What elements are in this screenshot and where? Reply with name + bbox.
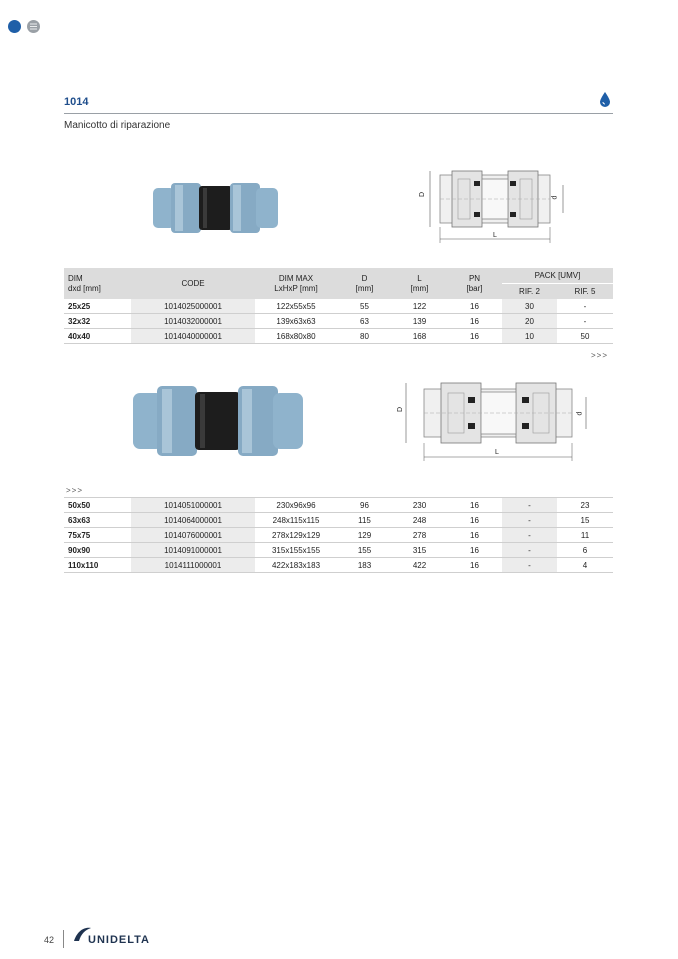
drawing-large-label-d: d [576,411,584,416]
table-cell: 15 [557,513,613,528]
table-cell: 230 [392,498,447,513]
product-table-2 [64,497,613,573]
table-cell: 278x129x129 [255,528,337,543]
table-cell: 115 [337,513,392,528]
table-cell: 110x110 [64,558,131,573]
table-cell: 25x25 [64,299,131,314]
header-d-label: D [361,273,368,283]
header-l [392,268,447,299]
table-cell: 23 [557,498,613,513]
table-cell: - [557,314,613,329]
table-cell: 278 [392,528,447,543]
nav-dot-secondary [27,20,40,33]
header-d [337,268,392,299]
drawing-large-label-D: D [397,406,405,413]
product-photo-large [133,383,303,464]
table-cell: - [502,543,557,558]
table-cell: 16 [447,314,502,329]
drawing-label-D: D [419,191,427,198]
table-cell: 11 [557,528,613,543]
table-cell: 16 [447,329,502,344]
table-cell: 10 [502,329,557,344]
table-cell: 16 [447,558,502,573]
table-row [64,528,613,543]
table-cell: - [502,528,557,543]
table-cell: 96 [337,498,392,513]
table-cell: 122x55x55 [255,299,337,314]
header-l-label: L [417,273,422,283]
table-cell: 315x155x155 [255,543,337,558]
table-cell: 63x63 [64,513,131,528]
table-cell: 6 [557,543,613,558]
table-cell: 55 [337,299,392,314]
table-cell: 139 [392,314,447,329]
table-cell: 16 [447,299,502,314]
header-dimmax [255,268,337,299]
table-cell: 139x63x63 [255,314,337,329]
table-cell: 183 [337,558,392,573]
header-rif5: RIF. 5 [557,284,613,300]
header-dimmax-unit: LxHxP [mm] [274,283,318,293]
table-cell: 1014051000001 [131,498,255,513]
table-row [64,299,613,314]
header-pn [447,268,502,299]
table-cell: 1014040000001 [131,329,255,344]
header-d-unit: [mm] [355,283,374,293]
header-pack: PACK [UMV] [502,268,613,284]
table-cell: 230x96x96 [255,498,337,513]
table-cell: 16 [447,528,502,543]
drawing-large-label-L: L [495,449,499,456]
table-cell: 122 [392,299,447,314]
table-cell: 168 [392,329,447,344]
table-cell: 248x115x115 [255,513,337,528]
nav-dot-primary [8,20,21,33]
drawing-label-L: L [493,232,497,239]
table-cell: 422 [392,558,447,573]
header-pn-label: PN [468,273,481,283]
header-dim [64,268,131,299]
table-cell: 80 [337,329,392,344]
table-cell: 1014091000001 [131,543,255,558]
table2-continue-marker: >>> [66,486,84,495]
table-cell: 168x80x80 [255,329,337,344]
table-cell: 1014025000001 [131,299,255,314]
table-cell: 4 [557,558,613,573]
page-number: 42 [44,935,55,945]
table-cell: 40x40 [64,329,131,344]
table-cell: 1014032000001 [131,314,255,329]
table-cell: 248 [392,513,447,528]
table-cell: - [557,299,613,314]
table-cell: 315 [392,543,447,558]
table-row [64,558,613,573]
header-pn-unit: [bar] [466,283,483,293]
table-cell: 50 [557,329,613,344]
table-cell: 90x90 [64,543,131,558]
water-drop-icon [599,91,611,112]
product-table-1 [64,268,613,344]
technical-drawing-large [396,377,592,468]
table-cell: 129 [337,528,392,543]
table-cell: 75x75 [64,528,131,543]
table-cell: 20 [502,314,557,329]
product-photo-small [153,180,278,241]
table-cell: - [502,513,557,528]
table-cell: 63 [337,314,392,329]
table-cell: - [502,558,557,573]
table-cell: 422x183x183 [255,558,337,573]
table-cell: 1014064000001 [131,513,255,528]
table-cell: 155 [337,543,392,558]
table-cell: 16 [447,543,502,558]
table-row [64,513,613,528]
table-cell: 32x32 [64,314,131,329]
table-row [64,543,613,558]
table-row [64,314,613,329]
header-divider [64,113,613,114]
table-cell: 1014076000001 [131,528,255,543]
table-cell: - [502,498,557,513]
table-cell: 30 [502,299,557,314]
table-cell: 16 [447,513,502,528]
table-row [64,498,613,513]
table-continue-marker: >>> [591,351,609,360]
product-code-title: 1014 [64,96,89,108]
drawing-label-d: d [551,195,559,200]
header-dimmax-label: DIM MAX [278,273,314,283]
table-cell: 16 [447,498,502,513]
table-cell: 50x50 [64,498,131,513]
table-row [64,329,613,344]
header-dim-unit: dxd [mm] [68,283,101,293]
table-cell: 1014111000001 [131,558,255,573]
header-dim-label: DIM [68,273,83,283]
product-subtitle: Manicotto di riparazione [64,120,171,131]
footer-divider [63,930,64,948]
brand-logo-text: UNIDELTA [88,934,150,946]
header-l-unit: [mm] [410,283,429,293]
header-rif2: RIF. 2 [502,284,557,300]
header-code: CODE [131,268,255,299]
